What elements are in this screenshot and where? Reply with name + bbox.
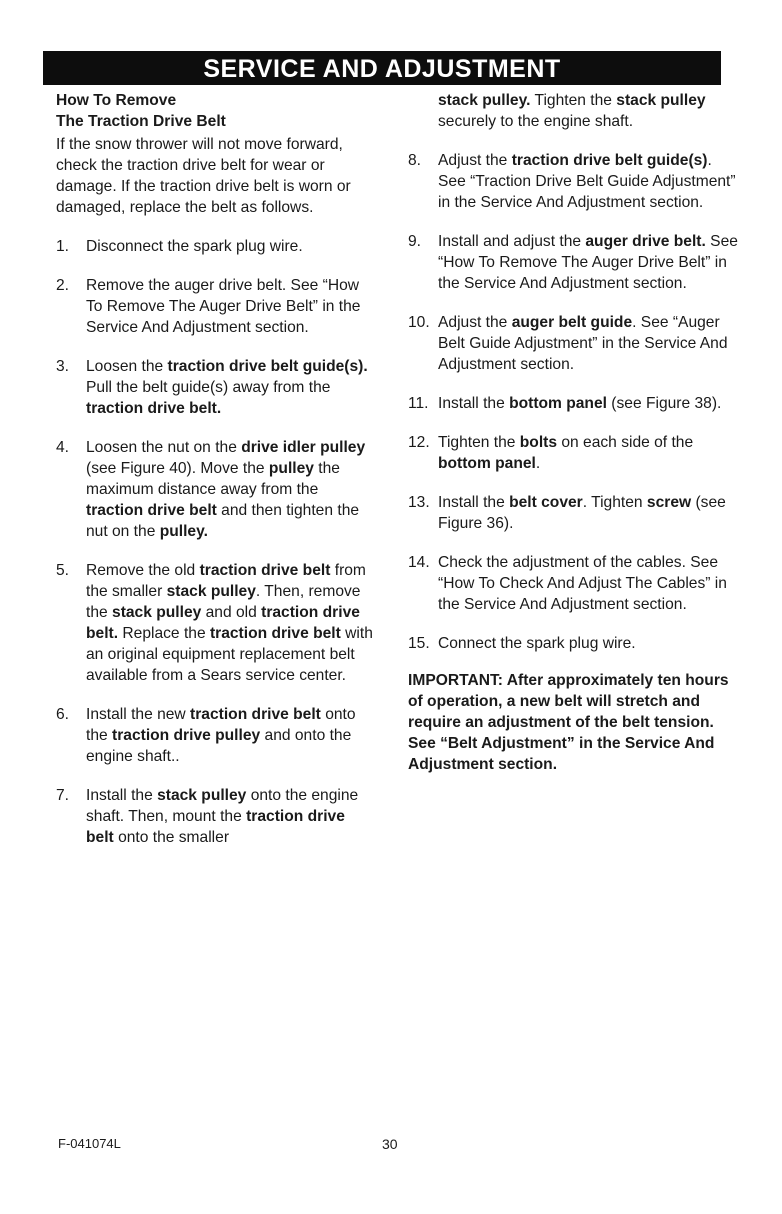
right-column [408, 90, 738, 775]
step-number: 13. [408, 494, 430, 511]
step-item [56, 785, 376, 848]
step-item [56, 704, 376, 767]
right-step-list [408, 150, 738, 654]
heading-line-2: The Traction Drive Belt [56, 113, 226, 130]
bold-term: bolts [519, 434, 558, 451]
step-item [408, 552, 738, 615]
text-run: Adjust the [438, 152, 512, 169]
step-item [408, 393, 738, 414]
step-text [86, 437, 376, 542]
text-run: onto the engine shaft. Then, mount the [86, 787, 359, 825]
text-run: Remove the auger drive belt. See “How To Remove The Auger Drive Belt” in the Service And Adjustment section. [86, 277, 361, 336]
step-number: 8. [408, 152, 422, 169]
text-run: Remove the old [86, 562, 200, 579]
text-run: securely to the engine shaft. [438, 113, 634, 130]
bold-term: stack pulley. [438, 92, 531, 109]
text-run: and then tighten the nut on the [86, 502, 360, 540]
step-item [56, 437, 376, 542]
step-item [408, 633, 738, 654]
step-text [86, 275, 376, 338]
intro-paragraph: If the snow thrower will not move forward, check the traction drive belt for wear or damage. If the traction drive belt is worn or damaged, replace the belt as follows. [56, 136, 351, 216]
text-run: (see Figure 38). [606, 395, 722, 412]
bold-term: traction drive belt guide(s) [511, 152, 708, 169]
step-number: 11. [408, 395, 429, 412]
step-text [86, 785, 376, 848]
document-code: F-041074L [58, 1136, 121, 1151]
step-number: 9. [408, 233, 422, 250]
bold-term: screw [646, 494, 692, 511]
text-run: Install and adjust the [438, 233, 586, 250]
text-run: the maximum distance away from the [86, 460, 340, 498]
bold-term: traction drive belt. [86, 400, 222, 417]
text-run: Install the [86, 787, 158, 804]
step-text [438, 633, 738, 654]
step-text [86, 356, 376, 419]
step-text [438, 312, 738, 375]
bold-term: drive idler pulley [241, 439, 366, 456]
page-number: 30 [382, 1136, 398, 1152]
bold-term: stack pulley [616, 92, 706, 109]
text-run: . See “Traction Drive Belt Guide Adjustment” in the Service And Adjustment section. [438, 152, 736, 211]
left-column [56, 90, 376, 848]
bold-term: stack pulley [157, 787, 247, 804]
step-number: 4. [56, 439, 70, 456]
text-run: . See “Auger Belt Guide Adjustment” in the Service And Adjustment section. [438, 314, 728, 373]
bold-term: pulley [268, 460, 314, 477]
step-item [408, 432, 738, 474]
step-number: 2. [56, 277, 70, 294]
step-text [438, 552, 738, 615]
step-text [438, 492, 738, 534]
step-item [408, 150, 738, 213]
bold-term: pulley. [159, 523, 208, 540]
bold-term: traction drive belt [209, 625, 341, 642]
text-run: Connect the spark plug wire. [438, 635, 636, 652]
section-heading [56, 90, 376, 132]
text-run: . Then, remove the [86, 583, 361, 621]
step-text [438, 231, 738, 294]
step-item [408, 312, 738, 375]
step-item [56, 356, 376, 419]
step-text [86, 560, 376, 686]
step-item [56, 236, 376, 257]
step-item [56, 275, 376, 338]
text-run: onto the smaller [113, 829, 230, 846]
bold-term: traction drive belt guide(s). [167, 358, 368, 375]
step-number: 1. [56, 238, 70, 255]
text-run: (see Figure 36). [438, 494, 726, 532]
text-run: See “How To Remove The Auger Drive Belt” in the Service And Adjustment section. [438, 233, 738, 292]
text-run: . [535, 455, 541, 472]
step-text [86, 236, 376, 257]
bold-term: auger drive belt. [585, 233, 706, 250]
text-run: Install the new [86, 706, 191, 723]
bold-term: bottom panel [438, 455, 536, 472]
section-banner: SERVICE AND ADJUSTMENT [43, 51, 721, 85]
left-step-list [56, 236, 376, 848]
text-run: Install the [438, 395, 510, 412]
bold-term: stack pulley [112, 604, 202, 621]
bold-term: bottom panel [509, 395, 607, 412]
text-run: (see Figure 40). Move the [86, 460, 269, 477]
step-item [56, 560, 376, 686]
bold-term: traction drive belt [86, 502, 217, 519]
text-run: Install the [438, 494, 510, 511]
text-run: Disconnect the spark plug wire. [86, 238, 303, 255]
bold-term: traction drive belt [86, 808, 345, 846]
heading-line-1: How To Remove [56, 92, 177, 109]
text-run: Tighten the [530, 92, 617, 109]
important-note: IMPORTANT: After approximately ten hours of operation, a new belt will stretch and require an adjustment of the belt tension. See “Belt Adjustment” in the Service And Adjustment section. [408, 672, 729, 773]
step-number: 6. [56, 706, 70, 723]
text-run: Pull the belt guide(s) away from the [86, 379, 331, 396]
text-run: Replace the [118, 625, 210, 642]
bold-term: traction drive belt [199, 562, 331, 579]
text-run: on each side of the [557, 434, 694, 451]
bold-term: traction drive pulley [112, 727, 261, 744]
step-text [438, 432, 738, 474]
step-7-continuation [408, 90, 738, 132]
step-number: 12. [408, 434, 430, 451]
bold-term: traction drive belt. [86, 604, 360, 642]
bold-term: stack pulley [166, 583, 256, 600]
text-run: and old [201, 604, 262, 621]
step-number: 5. [56, 562, 70, 579]
step-text [86, 704, 376, 767]
text-run: Loosen the [86, 358, 168, 375]
text-run: onto the [86, 706, 356, 744]
text-run: and onto the engine shaft.. [86, 727, 352, 765]
step-number: 7. [56, 787, 70, 804]
text-run: with an original equipment replacement belt available from a Sears service center. [86, 625, 373, 684]
text-run: Adjust the [438, 314, 512, 331]
bold-term: auger belt guide [511, 314, 633, 331]
bold-term: belt cover [509, 494, 583, 511]
step-number: 14. [408, 554, 430, 571]
step-number: 3. [56, 358, 70, 375]
bold-term: traction drive belt [190, 706, 321, 723]
text-run: Loosen the nut on the [86, 439, 242, 456]
step-text [438, 393, 738, 414]
text-run: . Tighten [582, 494, 647, 511]
step-item [408, 492, 738, 534]
step-item [408, 231, 738, 294]
text-run: Check the adjustment of the cables. See “How To Check And Adjust The Cables” in the Service And Adjustment section. [438, 554, 727, 613]
text-run: Tighten the [438, 434, 520, 451]
step-text [438, 150, 738, 213]
step-number: 15. [408, 635, 430, 652]
text-run: from the smaller [86, 562, 366, 600]
step-number: 10. [408, 314, 430, 331]
